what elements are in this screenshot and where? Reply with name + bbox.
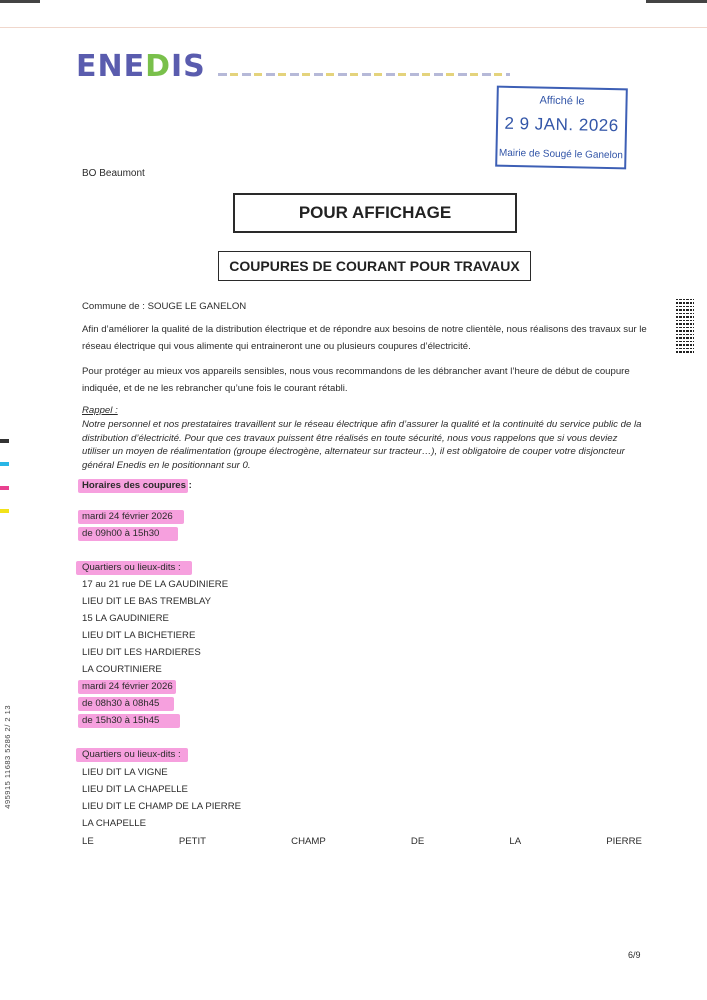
word: DE — [410, 836, 425, 847]
title-main: POUR AFFICHAGE — [298, 203, 452, 222]
block1-date: mardi 24 février 2026 — [82, 511, 173, 522]
rappel-text: Notre personnel et nos prestataires travaillent sur le réseau électrique afin d’assurer la qualité et la continuité du service public de la distribution d’électricité. Pour que ces travaux puissent être réalisés en toute sécurité, nous vous rappelons que si vous deviez utiliser un moyen de réalimentation (groupe électrogène, alternateur sur tracteur…), il est obligatoire de couper votre disjoncteur général Enedis en le positionnant sur 0. — [82, 419, 642, 471]
word: PIERRE — [606, 836, 642, 847]
color-registration-mark — [0, 486, 9, 490]
word: LE — [82, 836, 94, 847]
posting-stamp — [495, 86, 628, 170]
color-registration-mark — [0, 509, 9, 513]
block1-places-label: Quartiers ou lieux-dits : — [82, 562, 181, 573]
scan-mark-left — [0, 0, 40, 3]
block2-places-label: Quartiers ou lieux-dits : — [82, 749, 181, 760]
stamp-place: Mairie de Sougé le Ganelon — [498, 147, 624, 162]
rappel-title: Rappel : — [82, 405, 118, 416]
color-registration-mark — [0, 439, 9, 443]
word: CHAMP — [291, 836, 326, 847]
stamp-label: Affiché le — [539, 94, 585, 108]
stamp-date: 2 9 JAN. 2026 — [504, 113, 619, 136]
block2-time-2: de 15h30 à 15h45 — [82, 715, 160, 726]
list-item: LIEU DIT LE CHAMP DE LA PIERRE — [82, 801, 242, 812]
paragraph-intro: Afin d’améliorer la qualité de la distribution électrique et de répondre aux besoins de notre clientèle, nous réalisons des travaux sur le réseau électrique qui vous alimente qui entraineront une ou plusieurs coupures d’électricité. — [82, 324, 647, 352]
commune-line: Commune de : SOUGE LE GANELON — [82, 301, 247, 312]
list-item: LIEU DIT LA CHAPELLE — [82, 784, 188, 795]
list-item: LIEU DIT LES HARDIERES — [82, 647, 201, 658]
side-reference-code: 495915 11683 5286 2/ 2 13 — [3, 705, 12, 809]
list-item: LIEU DIT LA BICHETIERE — [82, 630, 196, 641]
list-item: 15 LA GAUDINIERE — [82, 613, 169, 624]
justified-last-line — [82, 836, 642, 847]
sender: BO Beaumont — [82, 168, 145, 179]
qr-code-icon — [676, 297, 694, 353]
page-number: 6/9 — [628, 950, 641, 960]
list-item: LIEU DIT LE BAS TREMBLAY — [82, 596, 212, 607]
paragraph-advice: Pour protéger au mieux vos appareils sensibles, nous vous recommandons de les débrancher avant l’heure de début de coupure indiquée, et de ne les rebrancher qu’une fois le courant rétabli. — [82, 366, 630, 394]
list-item: LIEU DIT LA VIGNE — [82, 767, 168, 778]
title-sub: COUPURES DE COURANT POUR TRAVAUX — [229, 258, 520, 274]
title-box-main — [233, 193, 517, 233]
title-box-sub — [218, 251, 531, 281]
schedule-heading: Horaires des coupures : — [82, 480, 192, 491]
list-item: LA COURTINIERE — [82, 664, 162, 675]
color-registration-mark — [0, 462, 9, 466]
list-item: 17 au 21 rue DE LA GAUDINIERE — [82, 579, 229, 590]
word: PETIT — [178, 836, 207, 847]
block2-time-1: de 08h30 à 08h45 — [82, 698, 160, 709]
list-item: LA CHAPELLE — [82, 818, 146, 829]
scan-mark-right — [646, 0, 707, 3]
page-edge-line — [0, 27, 707, 28]
block1-time: de 09h00 à 15h30 — [82, 528, 160, 539]
block2-date: mardi 24 février 2026 — [82, 681, 173, 692]
header-dashed-line — [218, 73, 510, 76]
word: LA — [509, 836, 522, 847]
enedis-logo: ENEDIS — [76, 49, 206, 84]
